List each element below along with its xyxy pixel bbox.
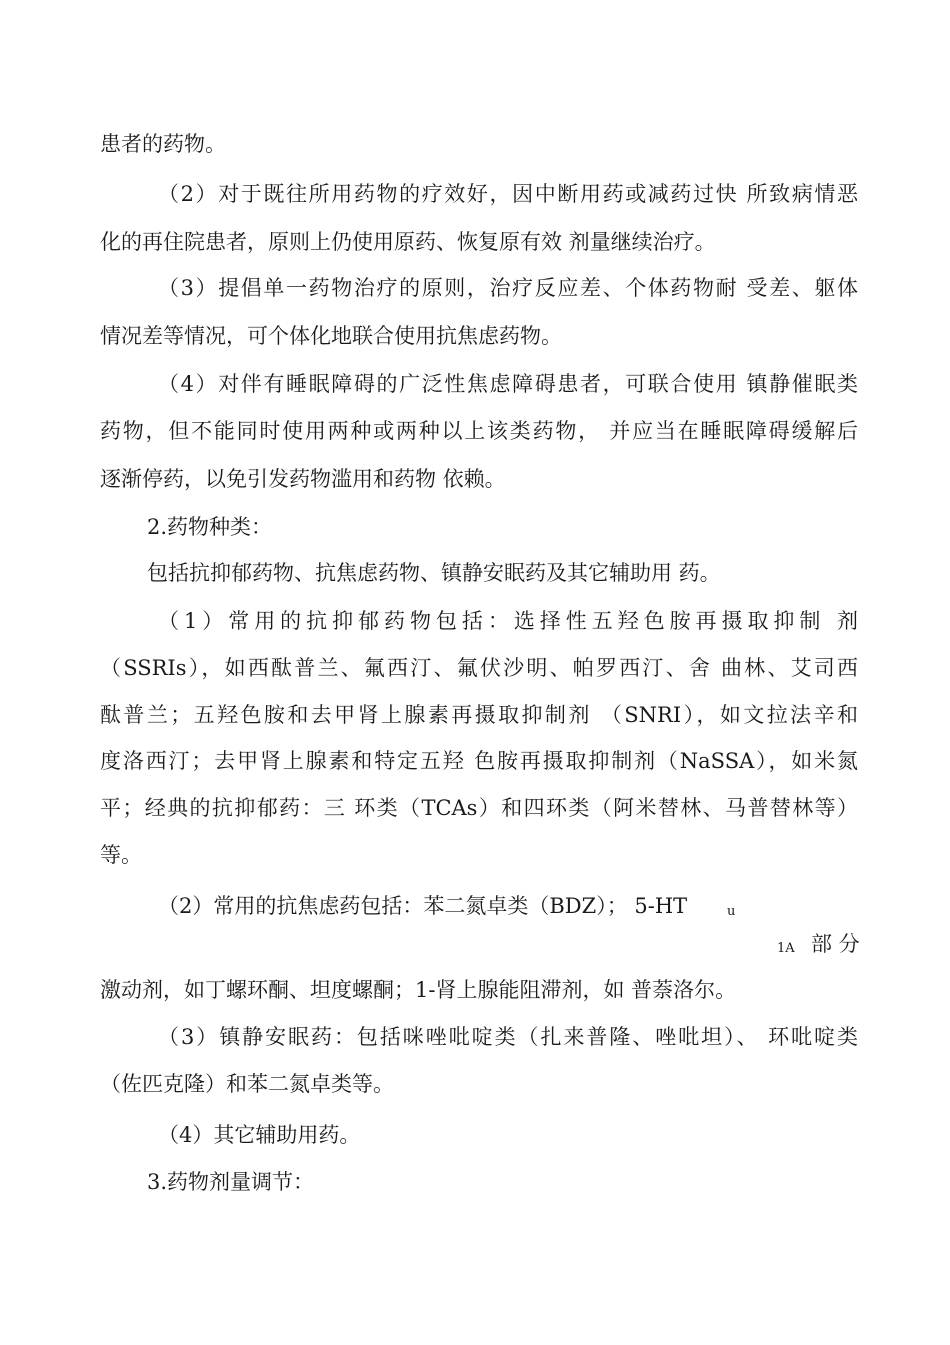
subscript-1a: 1A (777, 941, 795, 956)
text-line: （2）对于既往所用药物的疗效好，因中断用药或减药过快 所致病情恶 (158, 182, 858, 206)
text-line: （SSRIs），如西酞普兰、氟西汀、氟伏沙明、帕罗西汀、舍 曲林、艾司西 (100, 656, 858, 680)
text-line: （4）其它辅助用药。 (158, 1123, 361, 1147)
text-line: 平；经典的抗抑郁药：三 环类（TCAs）和四环类（阿米替林、马普替林等） (100, 796, 858, 820)
text-line: （3）镇静安眠药：包括咪唑吡啶类（扎来普隆、唑吡坦）、 环吡啶类 (158, 1025, 858, 1049)
text-line: 逐渐停药，以免引发药物滥用和药物 依赖。 (100, 467, 506, 491)
text-line: （2）常用的抗焦虑药包括：苯二氮卓类（BDZ）； 5-HT (158, 894, 688, 918)
text-line: 患者的药物。 (100, 132, 226, 156)
text-line: 激动剂，如丁螺环酮、坦度螺酮；1-肾上腺能阻滞剂，如 普萘洛尔。 (100, 978, 737, 1002)
text-line: 部 分 (811, 932, 860, 956)
text-line: 酞普兰；五羟色胺和去甲肾上腺素再摄取抑制剂 （SNRI），如文拉法辛和 (100, 703, 858, 727)
text-line: （佐匹克隆）和苯二氮卓类等。 (100, 1072, 394, 1096)
section-heading: 3.药物剂量调节： (147, 1170, 315, 1194)
text-line: 药物，但不能同时使用两种或两种以上该类药物， 并应当在睡眠障碍缓解后 (100, 419, 858, 443)
text-line: 情况差等情况，可个体化地联合使用抗焦虑药物。 (100, 324, 562, 348)
text-line: （3）提倡单一药物治疗的原则，治疗反应差、个体药物耐 受差、躯体 (158, 276, 858, 300)
subscript-u: u (727, 904, 736, 919)
text-line: 包括抗抑郁药物、抗焦虑药物、镇静安眠药及其它辅助用 药。 (147, 561, 721, 585)
text-line: 度洛西汀；去甲肾上腺素和特定五羟 色胺再摄取抑制剂（NaSSA），如米氮 (100, 749, 858, 773)
text-line: 化的再住院患者，原则上仍使用原药、恢复原有效 剂量继续治疗。 (100, 230, 716, 254)
text-line: （4）对伴有睡眠障碍的广泛性焦虑障碍患者，可联合使用 镇静催眠类 (158, 372, 858, 396)
text-line: （1）常用的抗抑郁药物包括：选择性五羟色胺再摄取抑制 剂 (158, 609, 858, 633)
section-heading: 2.药物种类： (147, 515, 273, 539)
text-line: 等。 (100, 843, 142, 867)
